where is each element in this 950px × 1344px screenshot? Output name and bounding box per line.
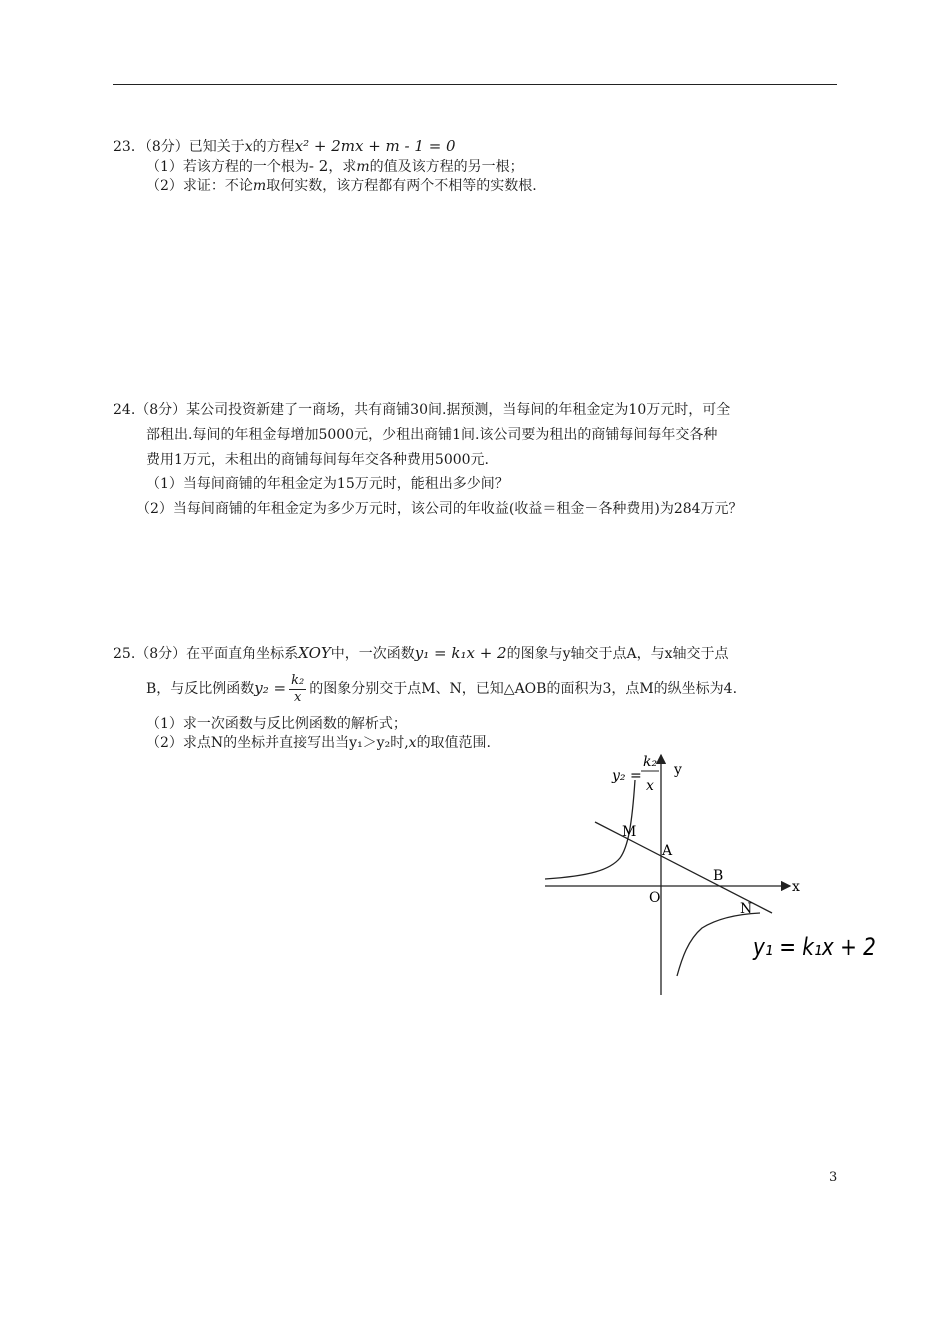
q23-part2 — [146, 176, 537, 196]
q25-line1-text: 25.（8分）在平面直角坐标系 — [113, 646, 299, 662]
q23-head-text: 23．（8分）已知关于 — [113, 139, 245, 155]
q24-line3: 费用1万元，未租出的商铺每间每年交各种费用5000元. — [146, 452, 489, 468]
graph-line-label: y₁ = k₁x + 2 — [753, 933, 876, 962]
q23-part1-text2: ，求 — [328, 159, 357, 175]
page-number: 3 — [829, 1170, 838, 1185]
q25-part2-x: x — [408, 735, 417, 751]
q25-part2-text2: 的取值范围. — [416, 735, 492, 751]
q23-head-text2: 的方程 — [252, 139, 295, 155]
graph-origin-label: O — [649, 890, 661, 906]
q25-frac-den: x — [294, 689, 302, 705]
q24-line2: 部租出.每间的年租金每增加5000元，少租出商铺1间.该公司要为租出的商铺每间每年交各种 — [146, 427, 718, 443]
q23-part2-text2: 取何实数，该方程都有两个不相等的实数根. — [266, 178, 537, 194]
q25-inverse-lhs: y₂ = — [254, 679, 287, 697]
q23-equation: x² + 2mx + m - 1 = 0 — [294, 137, 456, 155]
graph-axis-x-label: x — [792, 879, 800, 895]
q25-line1-text3: 的图象与y轴交于点A，与x轴交于点 — [506, 646, 729, 662]
graph-point-b: B — [713, 868, 724, 884]
q25-part2 — [146, 733, 491, 753]
q25-line1 — [113, 643, 729, 664]
graph-y2-den: x — [646, 778, 654, 794]
q25-line2-text: B，与反比例函数 — [146, 681, 255, 697]
q23-part2-m: m — [252, 178, 267, 194]
graph-point-n: N — [740, 901, 753, 917]
q23-heading — [113, 136, 456, 157]
q23-part1-root: - 2 — [308, 157, 329, 175]
q23-part2-text: （2）求证：不论 — [146, 178, 253, 194]
q25-line2 — [146, 668, 737, 709]
graph-point-m: M — [622, 824, 637, 840]
graph-axis-y-label: y — [674, 762, 682, 778]
q25-line2-text2: 的图象分别交于点M、N，已知△AOB的面积为3，点M的纵坐标为4. — [309, 681, 738, 697]
q23-part1 — [146, 156, 524, 177]
q23-part1-m: m — [356, 159, 370, 175]
graph-y2-lhs: y₂ = — [612, 768, 642, 784]
q25-inverse-fraction — [289, 673, 306, 706]
q25-part2-text: （2）求点N的坐标并直接写出当y₁＞y₂时, — [146, 735, 409, 751]
function-graph — [540, 750, 876, 1000]
q24-line1: 24.（8分）某公司投资新建了一商场，共有商铺30间.据预测，当每间的年租金定为10万元时，可全 — [113, 402, 731, 418]
q23-part1-text3: 的值及该方程的另一根； — [369, 159, 524, 175]
q25-part1: （1）求一次函数与反比例函数的解析式； — [146, 716, 407, 732]
q24-part1: （1）当每间商铺的年租金定为15万元时，能租出多少间？ — [146, 476, 509, 492]
q23-var-x: x — [244, 139, 253, 155]
hyperbola-branch-lower — [677, 913, 760, 976]
header-rule — [113, 84, 837, 85]
graph-y2-num: k₂ — [643, 754, 658, 770]
q23-part1-text: （1）若该方程的一个根为 — [146, 159, 309, 175]
q24-part2: （2）当每间商铺的年租金定为多少万元时，该公司的年收益(收益＝租金－各种费用)为284万元？ — [136, 501, 743, 517]
q25-linear-function: y₁ = k₁x + 2 — [414, 644, 507, 662]
q25-frac-num: k₂ — [291, 672, 305, 688]
graph-point-a: A — [662, 843, 673, 859]
q25-line1-text2: 中，一次函数 — [330, 646, 415, 662]
q25-xoy: XOY — [298, 644, 331, 662]
